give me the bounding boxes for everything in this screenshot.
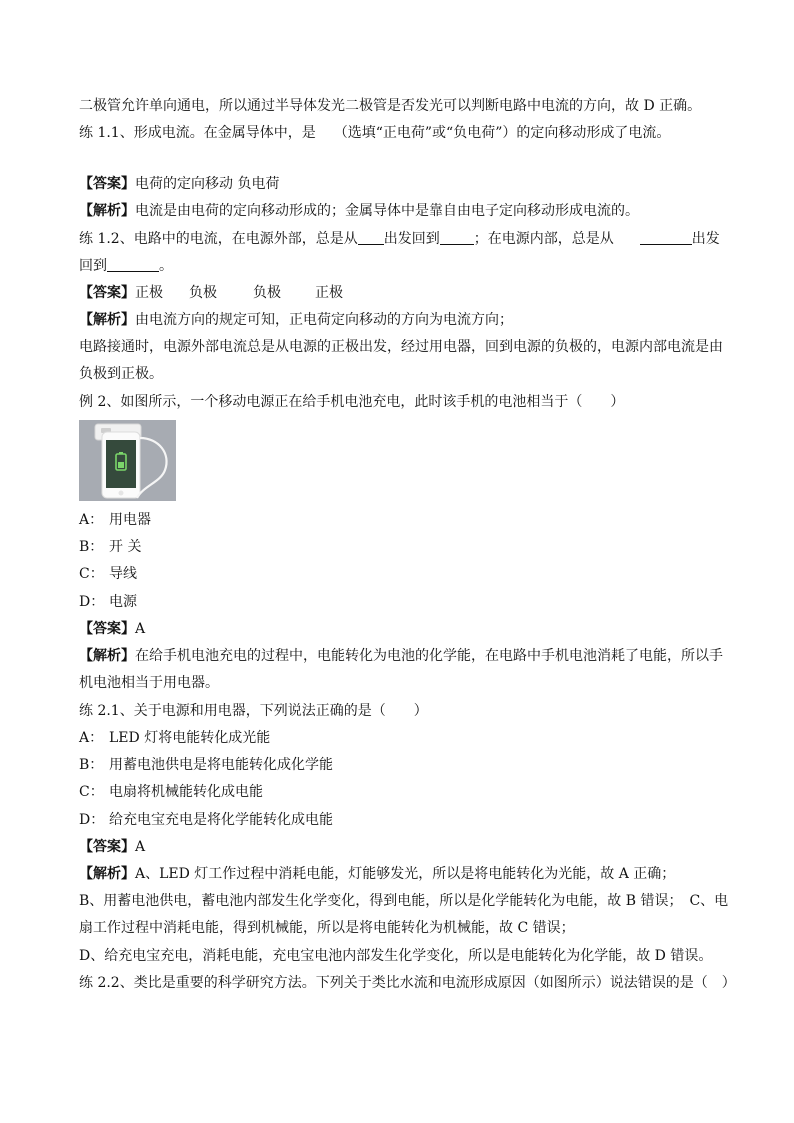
question-1-2 (79, 229, 729, 249)
explanation-1-2 (79, 310, 729, 330)
explanation-tag: 【解析】 (79, 648, 135, 664)
option-label: C： (79, 566, 104, 582)
question-2-1-option-a (79, 728, 729, 748)
question-1-2-lead: 练 1.2、电路中的电流，在电源外部，总是从 (79, 231, 358, 247)
option-label: C： (79, 784, 104, 800)
explanation-1-2-cont2: 负极到正极。 (79, 366, 163, 382)
option-label: D： (79, 594, 105, 610)
option-text: 给充电宝充电是将化学能转化成电能 (109, 812, 333, 828)
explanation-2-1-line3: 扇工作过程中消耗电能，得到机械能，所以是将电能转化为机械能，故 C 错误； (79, 920, 575, 936)
example-2-option-c (79, 564, 729, 584)
question-2-2: 练 2.2、类比是重要的科学研究方法。下列关于类比水流和电流形成原因（如图所示）说法错误的是（ ） (79, 975, 736, 991)
question-1-1-tail: （选填“正电荷”或“负电荷”）的定向移动形成了电流。 (333, 125, 671, 141)
answer-word-2: 负极 (189, 285, 217, 301)
option-text: LED 灯将电能转化成光能 (109, 730, 271, 746)
explanation-text: 由电流方向的规定可知，正电荷定向移动的方向为电流方向； (135, 312, 513, 328)
fill-blank-2 (440, 230, 474, 245)
explanation-2-1 (79, 864, 729, 884)
example-2-option-d (79, 592, 729, 612)
answer-tag: 【答案】 (79, 285, 135, 301)
fill-blank-3 (640, 230, 692, 245)
answer-word-1: 正极 (135, 285, 163, 301)
explanation-tag: 【解析】 (79, 866, 135, 882)
answer-1-1 (79, 174, 729, 194)
option-text: 用蓄电池供电是将电能转化成化学能 (109, 757, 333, 773)
option-label: A： (79, 730, 104, 746)
option-text: 电源 (109, 594, 137, 610)
answer-2 (79, 619, 729, 639)
question-2-1-option-c (79, 782, 729, 802)
option-label: B： (79, 539, 104, 555)
phone-charging-photo (79, 420, 176, 501)
explanation-tag: 【解析】 (79, 312, 135, 328)
answer-text: A (135, 621, 146, 637)
question-1-2-mid2: ；在电源内部，总是从 (473, 231, 614, 247)
explanation-1-1 (79, 201, 729, 221)
question-1-1-lead: 练 1.1、形成电流。在金属导体中，是 (79, 125, 316, 141)
question-1-2-mid1: 出发回到 (383, 231, 440, 247)
question-2-1-option-d (79, 810, 729, 830)
option-text: 导线 (109, 566, 137, 582)
explanation-2-cont: 机电池相当于用电器。 (79, 675, 219, 691)
example-2-option-a (79, 510, 729, 530)
explanation-text: 在给手机电池充电的过程中，电能转化为电池的化学能，在电路中手机电池消耗了电能，所以手 (135, 648, 723, 664)
answer-word-4: 正极 (315, 285, 343, 301)
example-2-question: 例 2、如图所示，一个移动电源正在给手机电池充电，此时该手机的电池相当于（ ） (79, 394, 625, 410)
question-2-1-option-b (79, 755, 729, 775)
answer-text: 电荷的定向移动 负电荷 (135, 176, 280, 192)
option-text: 电扇将机械能转化成电能 (109, 784, 263, 800)
fill-blank-4 (107, 257, 159, 272)
explanation-2-1-line2: B、用蓄电池供电，蓄电池内部发生化学变化，得到电能，所以是化学能转化为电能，故 B 错误； C、电 (79, 893, 729, 909)
question-2-1: 练 2.1、关于电源和用电器，下列说法正确的是（ ） (79, 703, 428, 719)
explanation-2-1-line4: D、给充电宝充电，消耗电能，充电宝电池内部发生化学变化，所以是电能转化为化学能，故 D 错误。 (79, 948, 713, 964)
question-1-2-line2 (79, 256, 729, 276)
option-text: 用电器 (109, 512, 151, 528)
explanation-text: 电流是由电荷的定向移动形成的；金属导体中是靠自由电子定向移动形成电流的。 (135, 203, 639, 219)
answer-tag: 【答案】 (79, 621, 135, 637)
explanation-2 (79, 646, 729, 666)
option-label: B： (79, 757, 104, 773)
explanation-text: A、LED 灯工作过程中消耗电能，灯能够发光，所以是将电能转化为光能，故 A 正确； (135, 866, 676, 882)
question-1-2-mid3: 出发 (691, 231, 720, 247)
answer-text: A (135, 839, 146, 855)
question-1-2-line2-lead: 回到 (79, 258, 107, 274)
question-1-1 (79, 123, 729, 143)
example-2-option-b (79, 537, 729, 557)
option-text: 开 关 (109, 539, 142, 555)
answer-tag: 【答案】 (79, 176, 135, 192)
question-1-2-end: 。 (159, 258, 173, 274)
option-label: D： (79, 812, 105, 828)
answer-1-2 (79, 283, 729, 303)
answer-tag: 【答案】 (79, 839, 135, 855)
answer-word-3: 负极 (253, 285, 281, 301)
fill-blank-1 (358, 230, 384, 245)
option-label: A： (79, 512, 104, 528)
paragraph-d-correct: 二极管允许单向通电，所以通过半导体发光二极管是否发光可以判断电路中电流的方向，故 D 正确。 (79, 98, 702, 114)
explanation-tag: 【解析】 (79, 203, 135, 219)
explanation-1-2-cont1: 电路接通时，电源外部电流总是从电源的正极出发，经过用电器，回到电源的负极的，电源内部电流是由 (79, 339, 723, 355)
answer-2-1 (79, 837, 729, 857)
phone-charging-illustration (79, 420, 176, 501)
